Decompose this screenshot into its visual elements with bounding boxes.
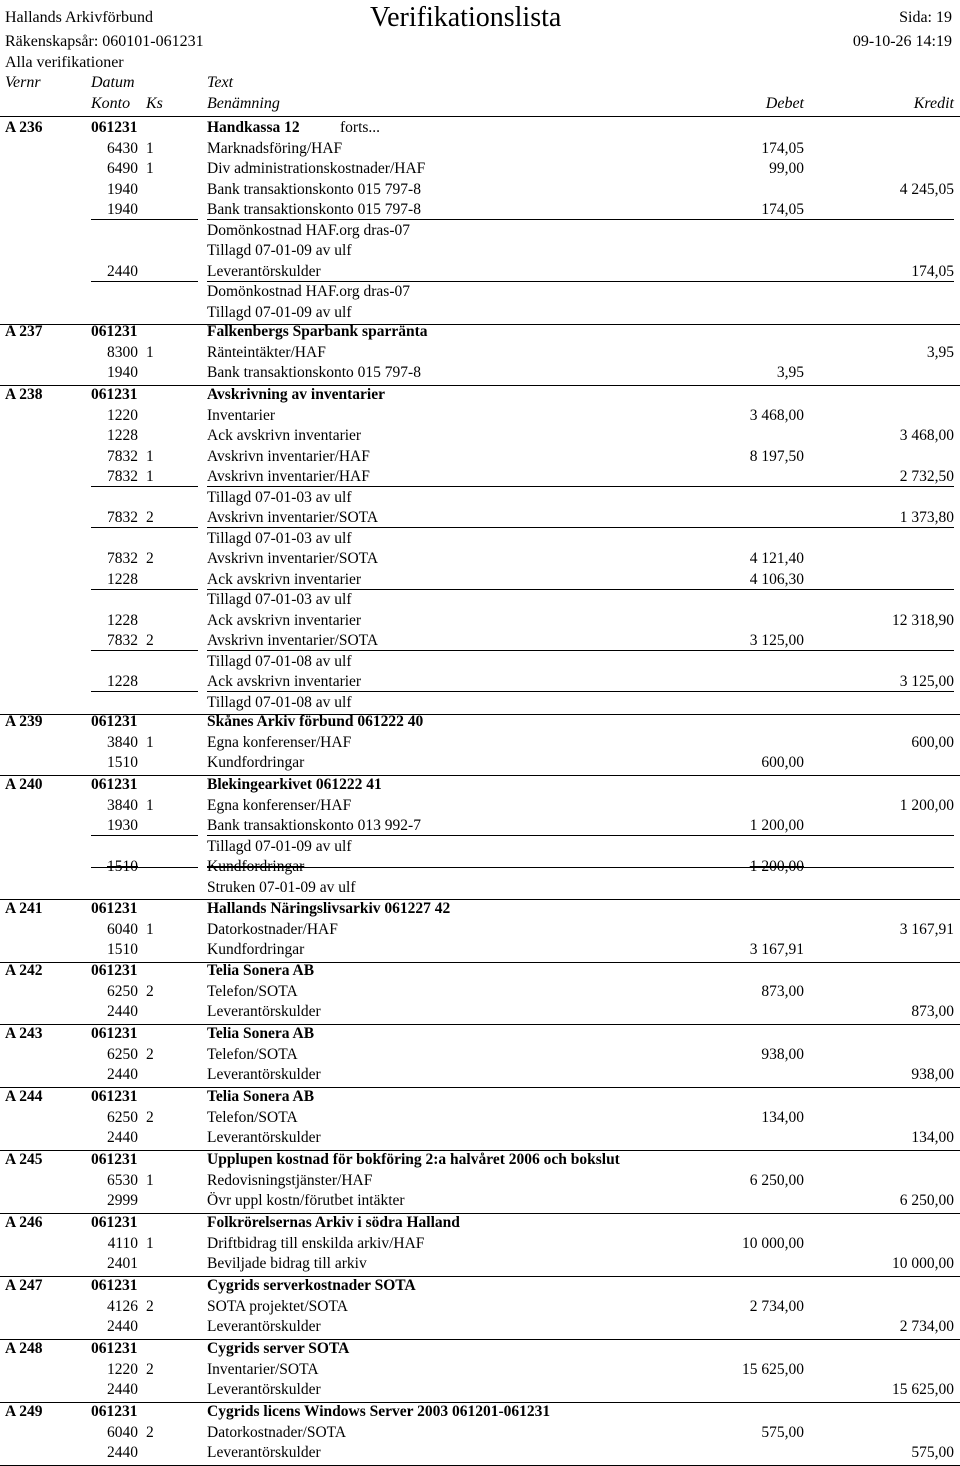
cost-center: 2 [146, 1423, 154, 1441]
col-vernr-header: Vernr [5, 74, 41, 91]
debit-amount: 8 197,50 [749, 447, 804, 465]
credit-amount: 174,05 [911, 262, 954, 280]
account-number: 1930 [107, 817, 138, 834]
account-number: 6490 [107, 160, 138, 177]
debit-amount: 575,00 [761, 1423, 804, 1441]
account-name: Datorkostnader/SOTA [207, 1423, 347, 1441]
account-number: 2440 [107, 1444, 138, 1461]
voucher-number: A 245 [5, 1151, 43, 1168]
account-number: 2440 [107, 1381, 138, 1398]
voucher-header [0, 961, 960, 981]
account-number: 6250 [107, 1108, 138, 1126]
transaction-note [0, 529, 960, 549]
note-text: Tillagd 07-01-08 av ulf [207, 693, 352, 711]
credit-amount: 1 373,80 [899, 509, 954, 526]
account-number: 1228 [107, 611, 138, 629]
account-name: Telefon/SOTA [207, 1045, 298, 1063]
account-number: 3840 [107, 796, 138, 814]
transaction-note [0, 303, 960, 323]
debit-amount: 4 121,40 [749, 550, 804, 567]
transaction-row [0, 1380, 960, 1400]
cost-center: 2 [146, 1045, 154, 1063]
voucher-header [0, 1339, 960, 1359]
note-text: Domönkostnad HAF.org dras-07 [207, 221, 410, 239]
voucher-number: A 247 [5, 1277, 43, 1294]
selection-label: Alla verifikationer [5, 54, 124, 71]
debit-amount: 3 468,00 [749, 406, 804, 424]
credit-amount: 600,00 [911, 733, 954, 751]
account-number: 6250 [107, 982, 138, 1000]
cost-center: 1 [146, 160, 154, 177]
transaction-note [0, 693, 960, 713]
note-text: Tillagd 07-01-03 av ulf [207, 591, 352, 608]
account-number: 4126 [107, 1297, 138, 1315]
transaction-row [0, 1423, 960, 1443]
debit-amount: 1 200,00 [749, 858, 804, 875]
account-number: 1220 [107, 406, 138, 424]
transaction-row [0, 733, 960, 753]
account-number: 1228 [107, 427, 138, 444]
account-name: Ack avskrivn inventarier [207, 611, 362, 629]
account-name: Marknadsföring/HAF [207, 139, 343, 157]
text-underline [207, 867, 954, 868]
credit-amount: 2 732,50 [899, 468, 954, 485]
voucher-title: Cygrids server SOTA [207, 1340, 350, 1357]
cost-center: 1 [146, 733, 154, 751]
debit-amount: 134,00 [761, 1108, 804, 1126]
transaction-row [0, 200, 960, 220]
account-number: 1228 [107, 570, 138, 588]
transaction-row [0, 262, 960, 282]
account-name: Redovisningstjänster/HAF [207, 1171, 373, 1189]
account-number: 1510 [107, 754, 138, 771]
credit-amount: 10 000,00 [892, 1255, 954, 1272]
account-number: 2440 [107, 1066, 138, 1083]
voucher-number: A 244 [5, 1088, 43, 1105]
cost-center: 1 [146, 468, 154, 485]
voucher-number: A 246 [5, 1214, 43, 1231]
account-name: Beviljade bidrag till arkiv [207, 1255, 367, 1272]
transaction-row [0, 796, 960, 816]
voucher-number: A 240 [5, 776, 43, 793]
debit-amount: 6 250,00 [749, 1171, 804, 1189]
credit-amount: 873,00 [911, 1003, 954, 1020]
col-kredit-header: Kredit [913, 95, 954, 112]
account-name: Leverantörskulder [207, 1381, 321, 1398]
account-number: 7832 [107, 550, 138, 567]
account-number: 2440 [107, 262, 138, 280]
account-number: 2440 [107, 1129, 138, 1146]
cost-center: 1 [146, 920, 154, 938]
account-name: Driftbidrag till enskilda arkiv/HAF [207, 1234, 425, 1252]
report-title: Verifikationslista [370, 2, 562, 33]
debit-amount: 2 734,00 [749, 1297, 804, 1315]
transaction-row [0, 982, 960, 1002]
transaction-row [0, 1360, 960, 1380]
cost-center: 2 [146, 1360, 154, 1378]
account-number: 6430 [107, 139, 138, 157]
debit-amount: 15 625,00 [742, 1360, 804, 1378]
debit-amount: 10 000,00 [742, 1234, 804, 1252]
credit-amount: 938,00 [911, 1066, 954, 1083]
account-number: 7832 [107, 632, 138, 649]
transaction-row [0, 406, 960, 426]
account-number: 1510 [107, 941, 138, 958]
transaction-row [0, 139, 960, 159]
voucher-date: 061231 [91, 1340, 138, 1357]
voucher-title: Cygrids serverkostnader SOTA [207, 1277, 416, 1294]
voucher-title: Telia Sonera AB [207, 1025, 315, 1042]
col-debet-header: Debet [765, 95, 804, 112]
account-number: 2999 [107, 1192, 138, 1209]
transaction-row [0, 467, 960, 487]
voucher-date: 061231 [91, 1025, 138, 1042]
voucher-number: A 239 [5, 713, 43, 730]
voucher-date: 061231 [91, 386, 138, 403]
transaction-row [0, 1171, 960, 1191]
debit-amount: 600,00 [761, 754, 804, 771]
cost-center: 1 [146, 796, 154, 814]
account-name: Kundfordringar [207, 858, 305, 875]
print-timestamp: 09-10-26 14:19 [852, 33, 952, 50]
col-benamning-header: Benämning [207, 95, 280, 112]
page-number: Sida: 19 [899, 9, 952, 26]
voucher-header [0, 775, 960, 795]
debit-amount: 1 200,00 [749, 817, 804, 834]
cost-center: 1 [146, 447, 154, 465]
transaction-note [0, 282, 960, 302]
account-name: Ack avskrivn inventarier [207, 427, 362, 444]
transaction-row [0, 508, 960, 528]
account-number: 7832 [107, 468, 138, 485]
account-number: 2401 [107, 1255, 138, 1272]
account-name: Kundfordringar [207, 941, 305, 958]
voucher-number: A 249 [5, 1403, 43, 1420]
account-name: Ack avskrivn inventarier [207, 570, 362, 588]
debit-amount: 99,00 [769, 160, 804, 177]
voucher-number: A 241 [5, 900, 43, 917]
transaction-row [0, 1443, 960, 1463]
transaction-row [0, 1128, 960, 1148]
debit-amount: 4 106,30 [749, 570, 804, 588]
organization-name: Hallands Arkivförbund [5, 9, 153, 26]
note-text: Tillagd 07-01-09 av ulf [207, 303, 352, 321]
voucher-number: A 238 [5, 386, 43, 403]
cost-center: 1 [146, 1171, 154, 1189]
account-name: Egna konferenser/HAF [207, 796, 352, 814]
account-number: 1940 [107, 201, 138, 218]
col-konto-header: Konto [91, 95, 131, 112]
account-number: 1228 [107, 673, 138, 690]
account-number: 2440 [107, 1003, 138, 1020]
credit-amount: 3 125,00 [899, 673, 954, 690]
account-name: Inventarier/SOTA [207, 1360, 319, 1378]
note-text: Tillagd 07-01-08 av ulf [207, 652, 352, 670]
transaction-row [0, 1108, 960, 1128]
debit-amount: 174,05 [761, 201, 804, 218]
account-number: 6250 [107, 1045, 138, 1063]
credit-amount: 2 734,00 [899, 1318, 954, 1335]
transaction-row [0, 611, 960, 631]
transaction-note [0, 241, 960, 261]
debit-amount: 174,05 [761, 139, 804, 157]
account-name: Avskrivn inventarier/SOTA [207, 550, 379, 567]
voucher-header [0, 1087, 960, 1107]
debit-amount: 873,00 [761, 982, 804, 1000]
account-name: Avskrivn inventarier/SOTA [207, 509, 379, 526]
account-name: Inventarier [207, 406, 275, 424]
account-number: 2440 [107, 1318, 138, 1335]
voucher-title: Avskrivning av inventarier [207, 386, 385, 403]
transaction-row [0, 753, 960, 773]
account-name: Leverantörskulder [207, 1003, 321, 1020]
voucher-date: 061231 [91, 323, 138, 340]
credit-amount: 3 468,00 [899, 427, 954, 444]
account-number: 1510 [107, 858, 138, 875]
cost-center: 1 [146, 1234, 154, 1252]
transaction-row [0, 1297, 960, 1317]
cost-center: 1 [146, 343, 154, 361]
voucher-number: A 236 [5, 119, 43, 136]
transaction-row [0, 816, 960, 836]
credit-amount: 15 625,00 [892, 1381, 954, 1398]
voucher-header [0, 1402, 960, 1422]
credit-amount: 4 245,05 [899, 180, 954, 198]
debit-amount: 938,00 [761, 1045, 804, 1063]
debit-amount: 3 125,00 [749, 632, 804, 649]
transaction-row [0, 570, 960, 590]
account-number: 7832 [107, 447, 138, 465]
transaction-row [0, 631, 960, 651]
note-text: Tillagd 07-01-09 av ulf [207, 242, 352, 259]
voucher-date: 061231 [91, 1151, 138, 1168]
account-name: Ack avskrivn inventarier [207, 673, 362, 690]
account-name: Avskrivn inventarier/SOTA [207, 632, 379, 649]
cost-center: 2 [146, 550, 154, 567]
account-name: Div administrationskostnader/HAF [207, 160, 426, 177]
voucher-date: 061231 [91, 1088, 138, 1105]
transaction-row [0, 426, 960, 446]
transaction-row [0, 940, 960, 960]
account-number: 1220 [107, 1360, 138, 1378]
col-datum-header: Datum [91, 74, 135, 91]
account-name: Leverantörskulder [207, 1318, 321, 1335]
account-underline [91, 867, 198, 868]
voucher-date: 061231 [91, 776, 138, 793]
debit-amount: 3 167,91 [749, 941, 804, 958]
transaction-row [0, 1002, 960, 1022]
account-number: 3840 [107, 733, 138, 751]
credit-amount: 3 167,91 [899, 920, 954, 938]
voucher-number: A 237 [5, 323, 43, 340]
note-text: Tillagd 07-01-03 av ulf [207, 488, 352, 506]
account-name: Avskrivn inventarier/HAF [207, 468, 370, 485]
account-number: 8300 [107, 343, 138, 361]
account-name: Övr uppl kostn/förutbet intäkter [207, 1192, 405, 1209]
account-name: Leverantörskulder [207, 1129, 321, 1146]
transaction-row [0, 343, 960, 363]
account-name: Telefon/SOTA [207, 982, 298, 1000]
account-name: Leverantörskulder [207, 1066, 321, 1083]
account-number: 4110 [107, 1234, 138, 1252]
transaction-row [0, 159, 960, 179]
note-text: Tillagd 07-01-09 av ulf [207, 837, 352, 855]
voucher-title: Hallands Näringslivsarkiv 061227 42 [207, 900, 451, 917]
voucher-date: 061231 [91, 900, 138, 917]
voucher-number: A 243 [5, 1025, 43, 1042]
voucher-title: Upplupen kostnad för bokföring 2:a halvåret 2006 och bokslut [207, 1151, 620, 1168]
cost-center: 2 [146, 1108, 154, 1126]
credit-amount: 134,00 [911, 1129, 954, 1146]
account-name: Datorkostnader/HAF [207, 920, 338, 938]
voucher-header [0, 118, 960, 138]
transaction-row [0, 1317, 960, 1337]
cost-center: 2 [146, 632, 154, 649]
transaction-row [0, 1234, 960, 1254]
account-number: 1940 [107, 180, 138, 198]
account-name: Kundfordringar [207, 754, 305, 771]
account-name: Egna konferenser/HAF [207, 733, 352, 751]
transaction-note [0, 652, 960, 672]
transaction-row [0, 920, 960, 940]
account-name: Leverantörskulder [207, 1444, 321, 1461]
credit-amount: 3,95 [926, 343, 954, 361]
voucher-date: 061231 [91, 1277, 138, 1294]
note-text: Struken 07-01-09 av ulf [207, 878, 356, 896]
voucher-header [0, 1150, 960, 1170]
cost-center: 2 [146, 982, 154, 1000]
voucher-title: Telia Sonera AB [207, 1088, 315, 1105]
account-number: 7832 [107, 509, 138, 526]
note-text: Tillagd 07-01-03 av ulf [207, 529, 352, 547]
cost-center: 2 [146, 1297, 154, 1315]
cost-center: 2 [146, 509, 154, 526]
credit-amount: 6 250,00 [899, 1192, 954, 1209]
voucher-title: Falkenbergs Sparbank sparränta [207, 323, 428, 340]
account-name: Leverantörskulder [207, 262, 321, 280]
account-name: Bank transaktionskonto 015 797-8 [207, 180, 421, 198]
credit-amount: 575,00 [911, 1444, 954, 1461]
account-number: 6040 [107, 1423, 138, 1441]
account-name: Telefon/SOTA [207, 1108, 298, 1126]
account-name: Ränteintäkter/HAF [207, 343, 326, 361]
account-name: SOTA projektet/SOTA [207, 1297, 348, 1315]
account-number: 1940 [107, 364, 138, 381]
note-text: Domönkostnad HAF.org dras-07 [207, 283, 410, 300]
voucher-header [0, 899, 960, 919]
transaction-row [0, 363, 960, 383]
transaction-row [0, 447, 960, 467]
account-name: Bank transaktionskonto 015 797-8 [207, 364, 421, 381]
credit-amount: 12 318,90 [892, 611, 954, 629]
transaction-note [0, 837, 960, 857]
transaction-note [0, 878, 960, 898]
debit-amount: 3,95 [776, 364, 804, 381]
credit-amount: 1 200,00 [899, 796, 954, 814]
voucher-title: Handkassa 12 [207, 119, 300, 136]
continued-label: forts... [340, 119, 381, 136]
voucher-header [0, 322, 960, 342]
transaction-row [0, 1254, 960, 1274]
cost-center: 1 [146, 139, 154, 157]
voucher-header [0, 385, 960, 405]
voucher-date: 061231 [91, 1403, 138, 1420]
transaction-row [0, 180, 960, 200]
transaction-row [0, 857, 960, 877]
col-text-header: Text [207, 74, 234, 91]
account-name: Avskrivn inventarier/HAF [207, 447, 370, 465]
account-number: 6040 [107, 920, 138, 938]
col-ks-header: Ks [146, 95, 163, 112]
voucher-title: Blekingearkivet 061222 41 [207, 776, 382, 793]
voucher-header [0, 1276, 960, 1296]
fiscal-year: Räkenskapsår: 060101-061231 [5, 33, 204, 50]
voucher-date: 061231 [91, 1214, 138, 1231]
transaction-note [0, 488, 960, 508]
account-name: Bank transaktionskonto 013 992-7 [207, 817, 421, 834]
transaction-note [0, 590, 960, 610]
voucher-title: Cygrids licens Windows Server 2003 061201-061231 [207, 1403, 551, 1420]
transaction-row [0, 1065, 960, 1085]
voucher-title: Folkrörelsernas Arkiv i södra Halland [207, 1214, 460, 1231]
header-rule [0, 116, 960, 117]
voucher-date: 061231 [91, 713, 138, 730]
voucher-number: A 242 [5, 962, 43, 979]
account-name: Bank transaktionskonto 015 797-8 [207, 201, 421, 218]
voucher-title: Skånes Arkiv förbund 061222 40 [207, 713, 424, 730]
transaction-note [0, 221, 960, 241]
voucher-number: A 248 [5, 1340, 43, 1357]
transaction-row [0, 1045, 960, 1065]
voucher-header [0, 1213, 960, 1233]
transaction-row [0, 672, 960, 692]
transaction-row [0, 1191, 960, 1211]
voucher-title: Telia Sonera AB [207, 962, 315, 979]
voucher-date: 061231 [91, 962, 138, 979]
voucher-header [0, 1024, 960, 1044]
voucher-date: 061231 [91, 119, 138, 136]
voucher-header [0, 712, 960, 732]
transaction-row [0, 549, 960, 569]
account-number: 6530 [107, 1171, 138, 1189]
